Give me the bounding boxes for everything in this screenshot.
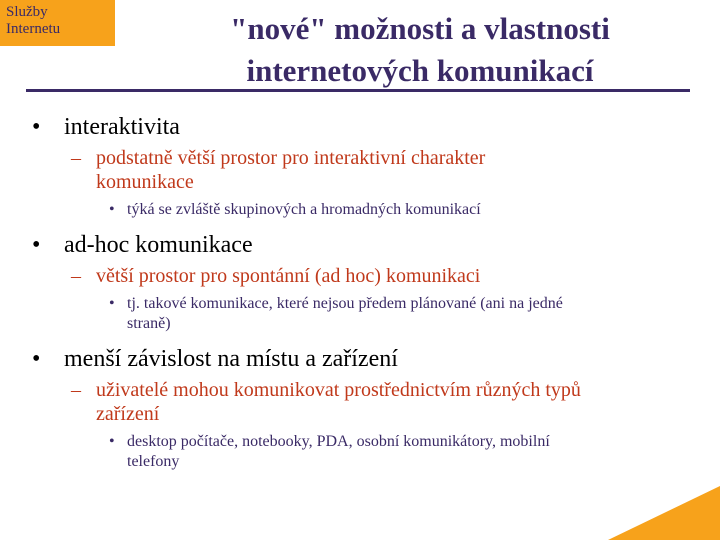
- bullet-text: interaktivita: [64, 114, 180, 140]
- bullet-marker: •: [109, 201, 115, 218]
- detail-line-2: telefony: [127, 453, 180, 470]
- sub-bullet-line-2: komunikace: [96, 171, 194, 193]
- bullet-interaktivita: [0, 112, 720, 142]
- dash-marker: –: [71, 265, 81, 287]
- section-badge: [0, 0, 115, 46]
- sub-bullet: [0, 378, 720, 426]
- bullet-marker: •: [32, 346, 41, 372]
- detail-line-1: týká se zvláště skupinových a hromadných komunikací: [127, 201, 481, 218]
- bullet-marker: •: [32, 232, 41, 258]
- bullet-text: menší závislost na místu a zařízení: [64, 346, 398, 372]
- bullet-zavislost: [0, 344, 720, 374]
- detail-line-1: desktop počítače, notebooky, PDA, osobní komunikátory, mobilní: [127, 433, 550, 450]
- detail-line-2: straně): [127, 315, 171, 332]
- badge-line-1: Služby: [6, 4, 48, 20]
- title-underline: [26, 89, 690, 92]
- corner-decoration: [608, 486, 720, 540]
- sub-bullet-line-2: zařízení: [96, 403, 160, 425]
- detail-bullet: [0, 294, 720, 334]
- sub-bullet: [0, 146, 720, 194]
- badge-line-2: Internetu: [6, 21, 61, 37]
- title-line-2: internetových komunikací: [246, 53, 594, 88]
- dash-marker: –: [71, 379, 81, 401]
- sub-bullet-line-1: podstatně větší prostor pro interaktivní charakter: [96, 147, 486, 169]
- detail-line-1: tj. takové komunikace, které nejsou předem plánované (ani na jedné: [127, 295, 563, 312]
- slide-title: [130, 8, 710, 92]
- detail-bullet: [0, 432, 720, 472]
- detail-bullet: [0, 200, 720, 220]
- bullet-ad-hoc: [0, 230, 720, 260]
- sub-bullet-line-1: větší prostor pro spontánní (ad hoc) komunikaci: [96, 265, 481, 287]
- bullet-list: [0, 112, 720, 472]
- bullet-marker: •: [109, 295, 115, 312]
- bullet-text: ad-hoc komunikace: [64, 232, 253, 258]
- sub-bullet-line-1: uživatelé mohou komunikovat prostřednictvím různých typů: [96, 379, 581, 401]
- bullet-marker: •: [109, 433, 115, 450]
- dash-marker: –: [71, 147, 81, 169]
- bullet-marker: •: [32, 114, 41, 140]
- title-line-1: "nové" možnosti a vlastnosti: [230, 11, 610, 46]
- sub-bullet: [0, 264, 720, 288]
